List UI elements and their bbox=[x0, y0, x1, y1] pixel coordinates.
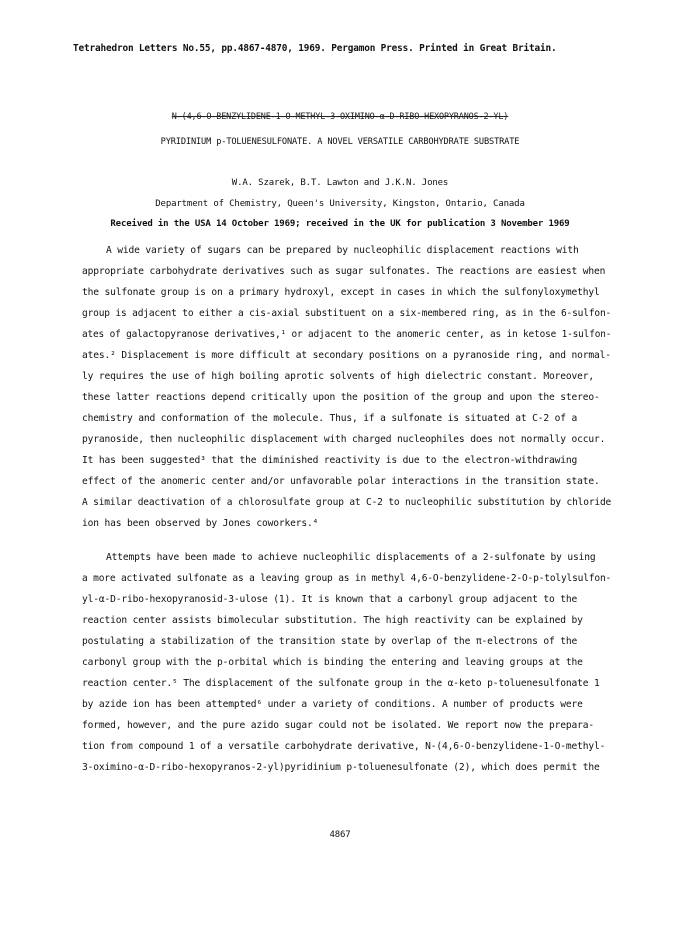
paragraph1-line: group is adjacent to either a cis-axial substituent on a six-membered ring, as in the 6-sulfon- bbox=[82, 308, 612, 319]
paragraph2-line: yl-α-D-ribo-hexopyranosid-3-ulose (1). It is known that a carbonyl group adjacent to the bbox=[82, 594, 578, 605]
paragraph1-line: ates.² Displacement is more difficult at secondary positions on a pyranoside ring, and normal- bbox=[82, 350, 611, 361]
paragraph1-line: A wide variety of sugars can be prepared by nucleophilic displacement reactions with bbox=[106, 245, 579, 256]
paragraph1-line: It has been suggested³ that the diminished reactivity is due to the electron-withdrawing bbox=[82, 455, 578, 466]
paragraph1-line: effect of the anomeric center and/or unfavorable polar interactions in the transition state. bbox=[82, 476, 600, 487]
paragraph1-line: appropriate carbohydrate derivatives such as sugar sulfonates. The reactions are easiest when bbox=[82, 266, 606, 277]
paragraph2-line: tion from compound 1 of a versatile carbohydrate derivative, N-(4,6-O-benzylidene-1-O-methyl- bbox=[82, 741, 606, 752]
paragraph1-line: the sulfonate group is on a primary hydroxyl, except in cases in which the sulfonyloxymethyl bbox=[82, 287, 600, 298]
paragraph2-line: postulating a stabilization of the transition state by overlap of the π-electrons of the bbox=[82, 636, 578, 647]
paragraph2-line: reaction center.⁵ The displacement of the sulfonate group in the α-keto p-toluenesulfonate 1 bbox=[82, 678, 600, 689]
title-line-1: N-(4,6-O-BENZYLIDENE-1-O-METHYL-3-OXIMINO-α-D-RIBO-HEXOPYRANOS-2-YL) bbox=[171, 111, 509, 121]
paragraph2-line: a more activated sulfonate as a leaving group as in methyl 4,6-O-benzylidene-2-O-p-tolylsulfon- bbox=[82, 573, 612, 584]
journal-header: Tetrahedron Letters No.55, pp.4867-4870, 1969. Pergamon Press. Printed in Great Britain. bbox=[73, 43, 557, 54]
paragraph2-line: Attempts have been made to achieve nucleophilic displacements of a 2-sulfonate by using bbox=[106, 552, 596, 563]
paragraph2-line: 3-oximino-α-D-ribo-hexopyranos-2-yl)pyridinium p-toluenesulfonate (2), which does permit the bbox=[82, 762, 600, 773]
authors: W.A. Szarek, B.T. Lawton and J.K.N. Jones bbox=[231, 178, 449, 188]
page-number: 4867 bbox=[329, 830, 351, 840]
paragraph1-line: ion has been observed by Jones coworkers.⁴ bbox=[82, 518, 319, 529]
paragraph2-line: formed, however, and the pure azido sugar could not be isolated. We report now the prepara- bbox=[82, 720, 594, 731]
paragraph1-line: chemistry and conformation of the molecule. Thus, if a sulfonate is situated at C-2 of a bbox=[82, 413, 578, 424]
paragraph1-line: pyranoside, then nucleophilic displacement with charged nucleophiles does not normally occur. bbox=[82, 434, 606, 445]
affiliation: Department of Chemistry, Queen's University, Kingston, Ontario, Canada bbox=[155, 199, 525, 209]
received-dates: Received in the USA 14 October 1969; received in the UK for publication 3 November 1969 bbox=[110, 219, 570, 229]
paragraph2-line: reaction center assists bimolecular substitution. The high reactivity can be explained by bbox=[82, 615, 583, 626]
title-line-2: PYRIDINIUM p-TOLUENESULFONATE. A NOVEL VERSATILE CARBOHYDRATE SUBSTRATE bbox=[160, 137, 520, 147]
paragraph1-line: A similar deactivation of a chlorosulfate group at C-2 to nucleophilic substitution by chloride bbox=[82, 497, 612, 508]
paragraph2-line: by azide ion has been attempted⁶ under a variety of conditions. A number of products were bbox=[82, 699, 583, 710]
paragraph1-line: these latter reactions depend critically upon the position of the group and upon the stereo- bbox=[82, 392, 600, 403]
paragraph1-line: ates of galactopyranose derivatives,¹ or adjacent to the anomeric center, as in ketose 1-sulfon- bbox=[82, 329, 612, 340]
paragraph2-line: carbonyl group with the p-orbital which is binding the entering and leaving groups at the bbox=[82, 657, 583, 668]
paragraph1-line: ly requires the use of high boiling aprotic solvents of high dielectric constant. Moreover, bbox=[82, 371, 594, 382]
